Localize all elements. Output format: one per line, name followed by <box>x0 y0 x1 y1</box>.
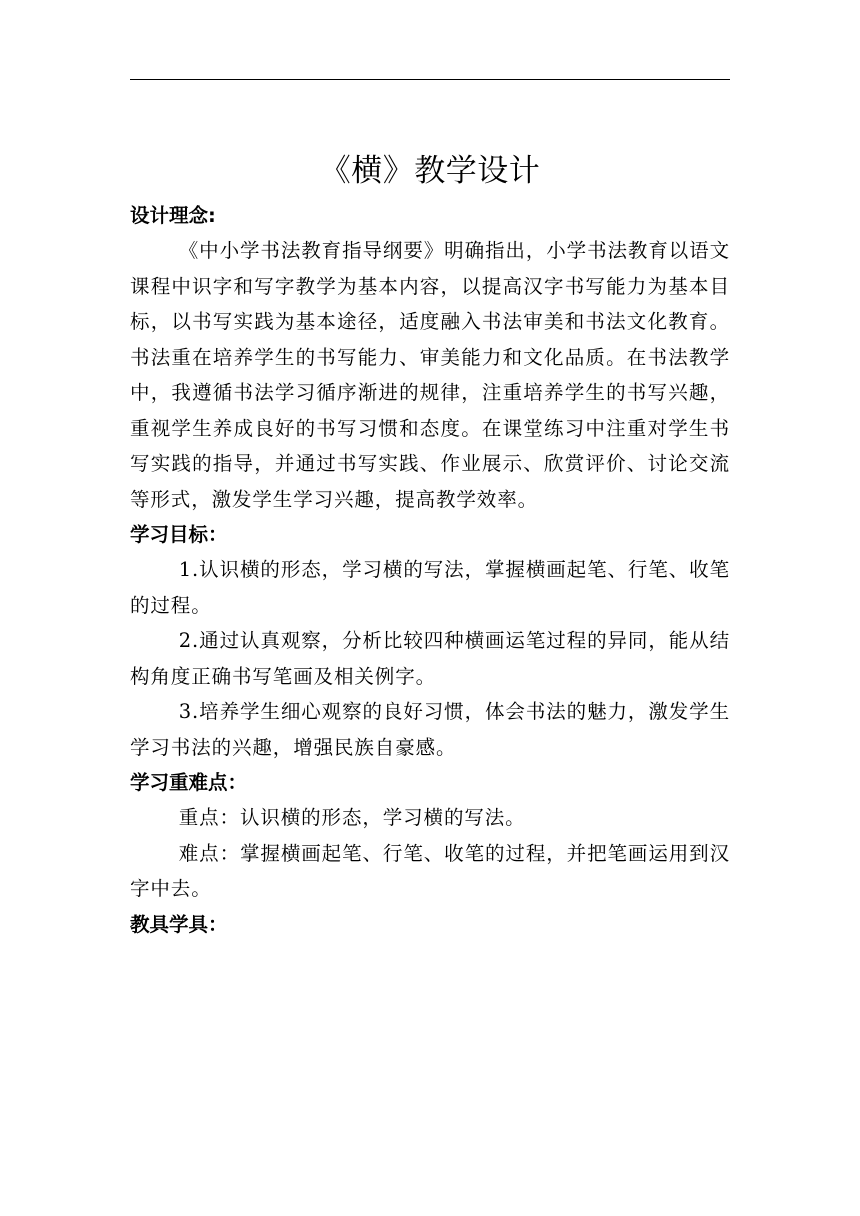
goal-item: 3.培养学生细心观察的良好习惯，体会书法的魅力，激发学生学习书法的兴趣，增强民族自豪感。 <box>130 700 730 759</box>
header-rule <box>130 79 730 80</box>
section-heading: 设计理念: <box>130 204 216 227</box>
section-key-difficult-points <box>130 765 730 907</box>
difficult-point: 难点：掌握横画起笔、行笔、收笔的过程，并把笔画运用到汉字中去。 <box>130 841 730 900</box>
section-heading: 学习重难点： <box>130 771 248 794</box>
goal-item: 2.通过认真观察，分析比较四种横画运笔过程的异同，能从结构角度正确书写笔画及相关例字。 <box>130 629 730 688</box>
section-heading: 教具学具： <box>130 912 228 936</box>
key-point: 重点：认识横的形态，学习横的写法。 <box>178 806 526 829</box>
section-heading: 学习目标： <box>130 523 228 546</box>
section-learning-goals <box>130 517 730 765</box>
section-teaching-aids <box>130 907 730 942</box>
goal-item: 1.认识横的形态，学习横的写法，掌握横画起笔、行笔、收笔的过程。 <box>130 558 730 617</box>
section-design-concept <box>130 198 730 517</box>
document-body <box>130 198 730 942</box>
paragraph: 《中小学书法教育指导纲要》明确指出，小学书法教育以语文课程中识字和写字教学为基本内容，以提高汉字书写能力为基本目标，以书写实践为基本途径，适度融入书法审美和书法文化教育。书法重在培养学生的书写能力、审美能力和文化品质。在书法教学中，我遵循书法学习循序渐进的规律，注重培养学生的书写兴趣，重视学生养成良好的书写习惯和态度。在课堂练习中注重对学生书写实践的指导，并通过书写实践、作业展示、欣赏评价、讨论交流等形式，激发学生学习兴趣，提高教学效率。 <box>130 239 730 511</box>
document-title: 《横》教学设计 <box>319 153 541 189</box>
